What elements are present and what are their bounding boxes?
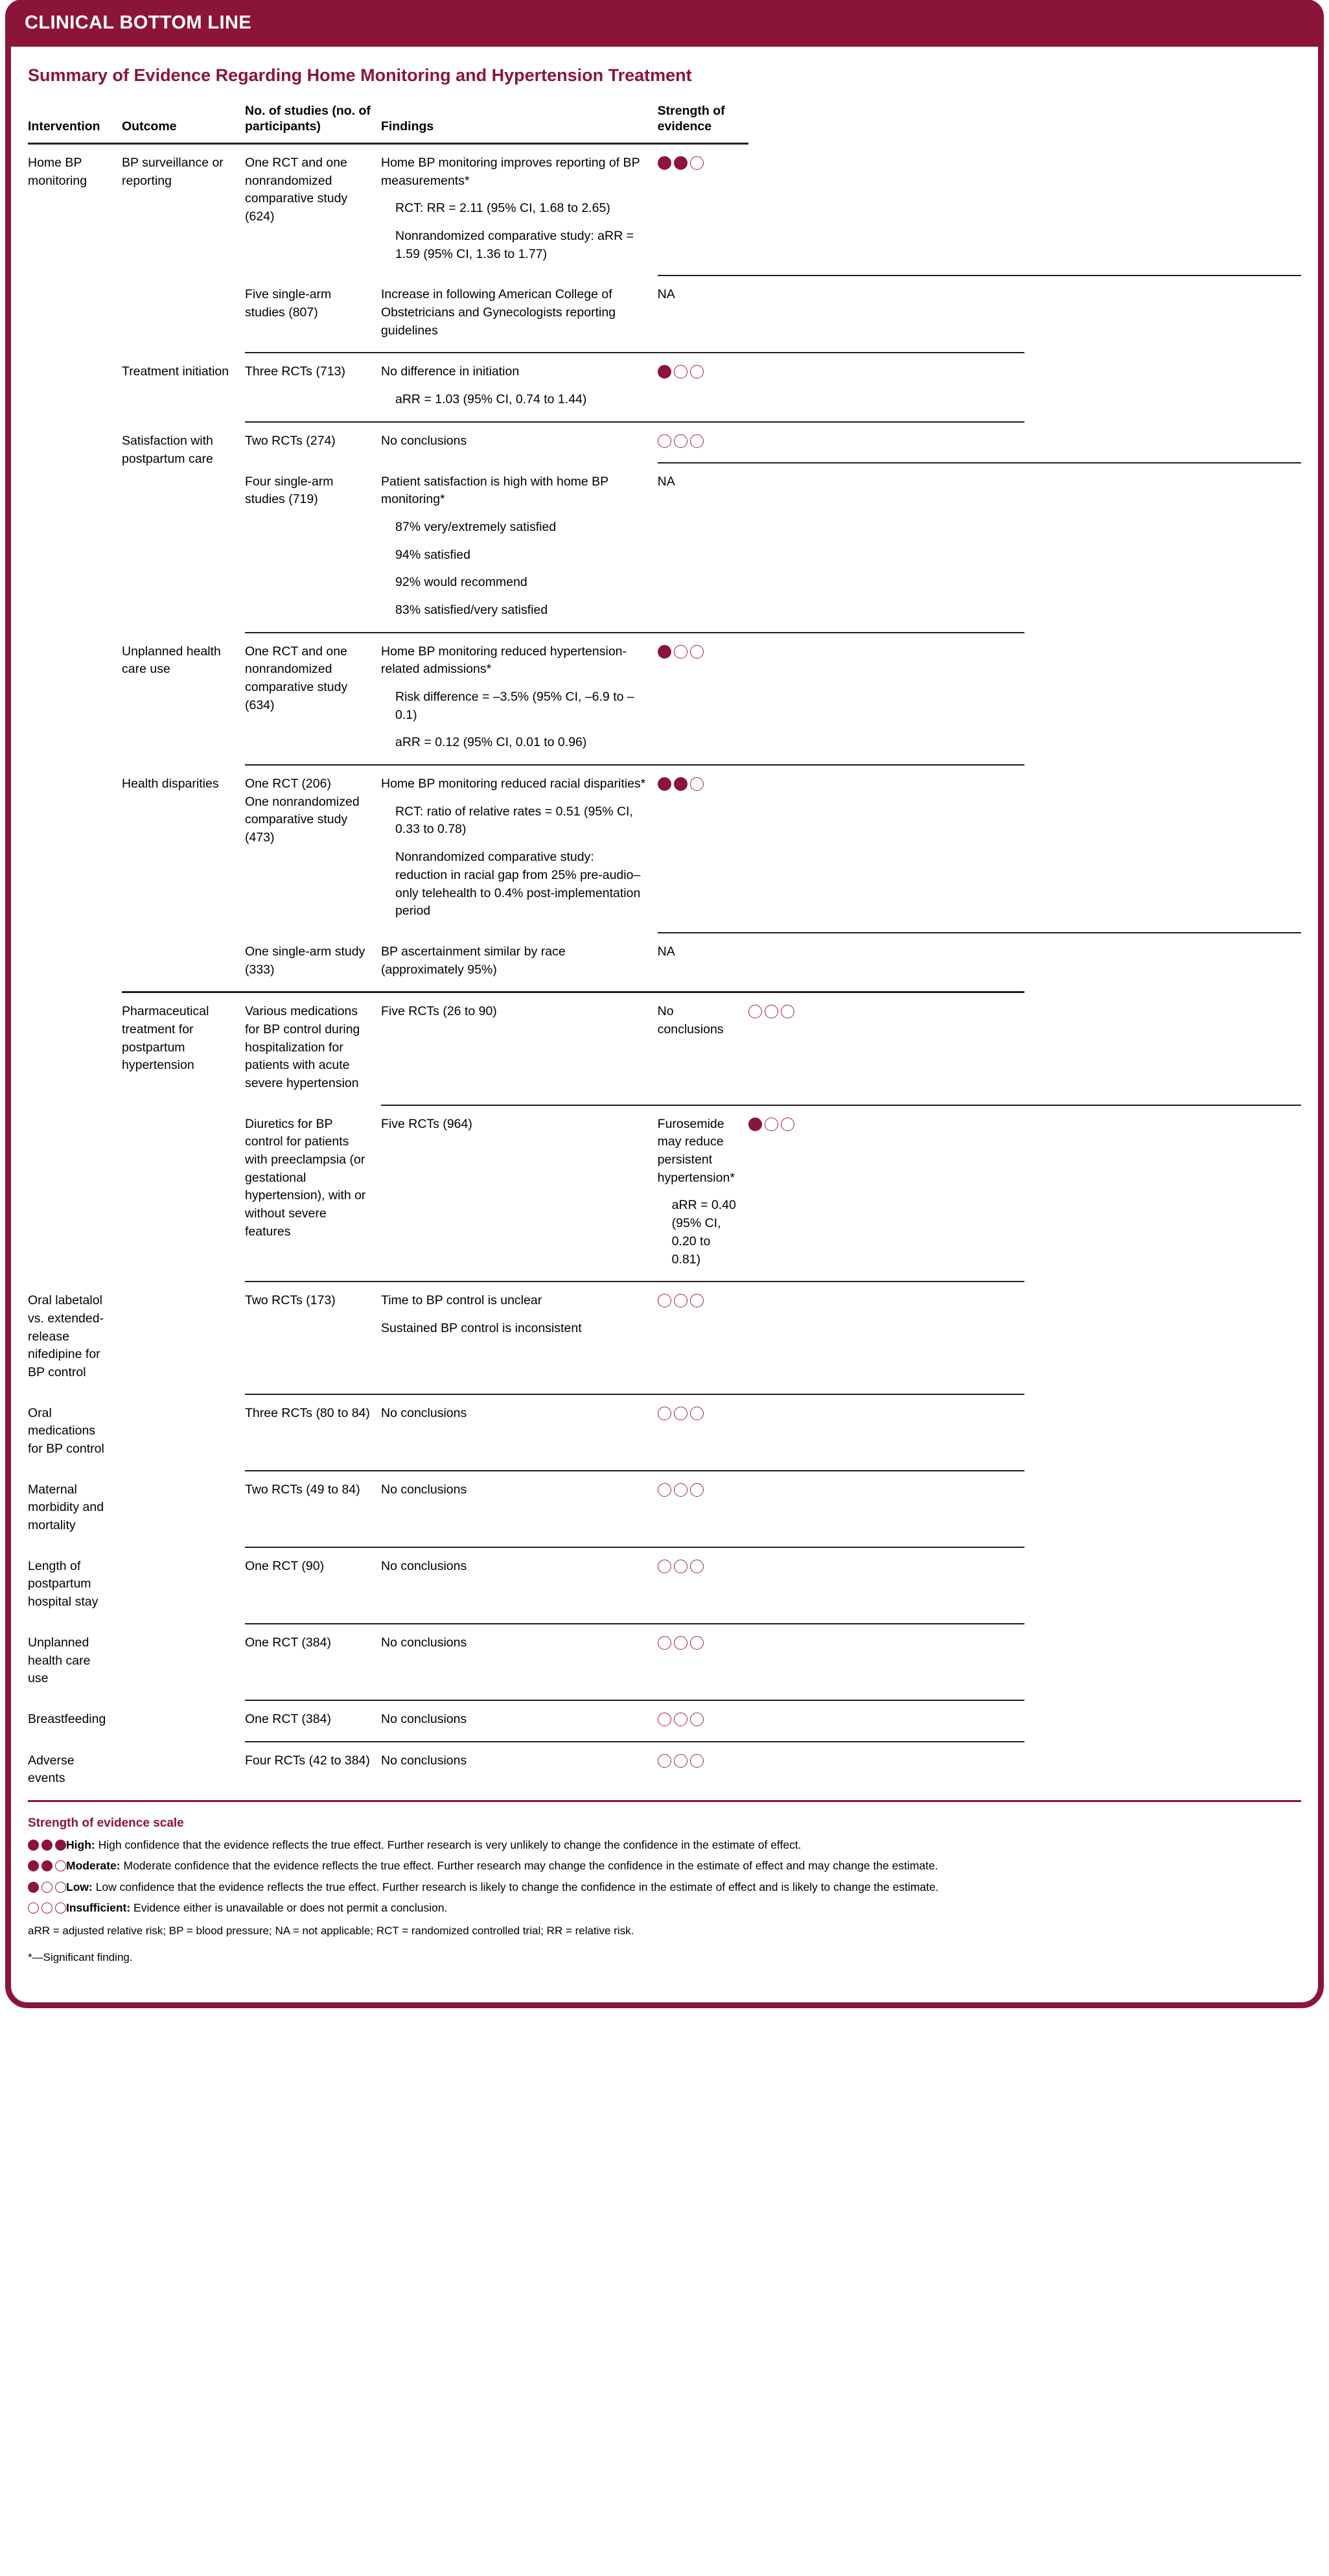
soe-dot-empty — [674, 1294, 688, 1307]
cell-outcome: Maternal morbidity and mortality — [28, 1482, 104, 1533]
soe-dot-empty — [658, 1713, 671, 1726]
soe-dot-empty — [41, 1882, 52, 1893]
cell-studies — [245, 766, 381, 933]
cell-outcome: Length of postpartum hospital stay — [28, 1558, 98, 1610]
finding-detail: 92% would recommend — [395, 575, 527, 590]
finding-main: Time to BP control is unclear — [381, 1293, 542, 1308]
soe-dot-empty — [658, 434, 671, 448]
soe-dot-empty — [658, 1407, 671, 1420]
strength-of-evidence-dots — [658, 1292, 748, 1307]
soe-dot-empty — [658, 1754, 671, 1768]
legend-item-text — [66, 1838, 802, 1853]
cell-outcome: Various medications for BP control during hospitalization for patients with acute severe hypertension — [245, 1004, 360, 1091]
cell-outcome: Treatment initiation — [122, 364, 229, 379]
cell-strength — [658, 1282, 748, 1394]
soe-dot-filled — [28, 1860, 39, 1871]
cell-studies — [245, 1471, 381, 1547]
strength-of-evidence-dots — [658, 1405, 748, 1420]
cell-studies — [245, 145, 381, 275]
legend-item-description: Low confidence that the evidence reflects the true effect. Further research is likely to change the confidence in the estimate of effect and is likely to change the estimate. — [92, 1880, 939, 1893]
cell-strength — [658, 1742, 748, 1800]
finding-main: Increase in following American College of Obstetricians and Gynecologists reporting guidelines — [381, 287, 616, 338]
studies-line: Two RCTs (173) — [245, 1293, 336, 1308]
soe-dot-empty — [781, 1118, 794, 1131]
soe-dot-empty — [690, 434, 704, 448]
strength-of-evidence-dots — [658, 1481, 748, 1497]
cell-studies — [245, 633, 381, 765]
cell-strength — [748, 993, 1025, 1105]
cell-strength — [658, 463, 748, 633]
cell-outcome: Oral labetalol vs. extended-release nifedipine for BP control — [28, 1293, 104, 1379]
finding-main: No conclusions — [381, 1482, 467, 1497]
studies-line: Five single-arm studies (807) — [245, 287, 332, 320]
legend-item-label: Moderate: — [66, 1859, 121, 1873]
table-body — [28, 145, 1301, 1800]
cell-outcome: Unplanned health care use — [28, 1635, 91, 1686]
cell-outcome: Adverse events — [28, 1753, 75, 1786]
legend-item-description: High confidence that the evidence reflects the true effect. Further research is very unlikely to change the confidence in the estimate of effect. — [95, 1838, 802, 1851]
cell-strength — [748, 1106, 1025, 1282]
strength-of-evidence-dots — [28, 1838, 66, 1851]
legend-item-label: Low: — [66, 1880, 93, 1893]
soe-dot-filled — [658, 777, 671, 791]
legend-item-description: Moderate confidence that the evidence reflects the true effect. Further research may change the confidence in the estimate of effect and may change the estimate. — [120, 1859, 938, 1873]
cell-studies — [381, 993, 658, 1105]
soe-dot-filled — [55, 1840, 66, 1851]
studies-line: One RCT (90) — [245, 1558, 325, 1573]
soe-dot-filled — [28, 1882, 39, 1893]
cell-studies — [245, 1282, 381, 1394]
cell-findings — [381, 1471, 658, 1547]
soe-dot-filled — [658, 645, 671, 659]
soe-dot-empty — [690, 1560, 704, 1573]
finding-main: No conclusions — [381, 1635, 467, 1650]
legend-item-text — [66, 1880, 939, 1895]
studies-line: Five RCTs (964) — [381, 1116, 472, 1131]
cell-findings — [381, 1742, 658, 1800]
soe-dot-empty — [748, 1005, 762, 1018]
soe-dot-filled — [674, 777, 688, 791]
cell-strength — [658, 1624, 748, 1700]
finding-detail: aRR = 0.12 (95% CI, 0.01 to 0.96) — [395, 735, 587, 750]
cell-strength — [658, 276, 748, 353]
finding-main: Home BP monitoring reduced hypertension-related admissions* — [381, 644, 627, 677]
soe-dot-empty — [658, 1294, 671, 1307]
abbreviations-note: aRR = adjusted relative risk; BP = blood pressure; NA = not applicable; RCT = randomized controlled trial; RR = relative risk. — [28, 1924, 634, 1937]
soe-na-label: NA — [657, 287, 675, 302]
col-header-intervention: Intervention — [28, 119, 100, 134]
soe-dot-filled — [748, 1118, 762, 1131]
studies-line: One nonrandomized comparative study (473) — [245, 794, 360, 845]
soe-dot-empty — [690, 1407, 704, 1420]
studies-line: Three RCTs (713) — [245, 364, 345, 379]
finding-main: Furosemide may reduce persistent hypertension* — [657, 1116, 735, 1185]
cell-studies — [245, 1624, 381, 1700]
col-header-findings: Findings — [381, 119, 434, 134]
page-title: Summary of Evidence Regarding Home Monitoring and Hypertension Treatment — [28, 65, 692, 85]
legend-item-label: High: — [66, 1838, 95, 1851]
studies-line: Five RCTs (26 to 90) — [381, 1004, 497, 1019]
cell-studies — [245, 353, 381, 421]
finding-main: Patient satisfaction is high with home BP monitoring* — [381, 474, 608, 507]
cell-findings — [381, 1395, 658, 1471]
finding-main: BP ascertainment similar by race (approximately 95%) — [381, 944, 566, 977]
finding-main: No conclusions — [381, 433, 467, 448]
cell-outcome: Health disparities — [122, 777, 219, 791]
studies-line: One RCT (206) — [245, 777, 331, 791]
significance-note: *—Significant finding. — [28, 1950, 133, 1963]
cell-strength — [658, 633, 748, 765]
soe-dot-empty — [674, 645, 688, 659]
table-row — [28, 993, 1301, 1105]
cell-intervention: Home BP monitoring — [28, 155, 87, 188]
finding-detail: RCT: RR = 2.11 (95% CI, 1.68 to 2.65) — [395, 201, 610, 216]
soe-dot-empty — [55, 1882, 66, 1893]
cell-outcome: Diuretics for BP control for patients with preeclampsia (or gestational hypertension), with or without severe features — [245, 1116, 366, 1239]
studies-line: Two RCTs (49 to 84) — [245, 1482, 360, 1497]
banner-title: CLINICAL BOTTOM LINE — [25, 12, 252, 33]
cell-findings — [381, 145, 658, 275]
soe-dot-empty — [674, 1560, 688, 1573]
legend-item-description: Evidence either is unavailable or does not permit a conclusion. — [130, 1901, 448, 1915]
finding-extra: Sustained BP control is inconsistent — [381, 1320, 582, 1335]
strength-of-evidence-dots — [658, 1752, 748, 1768]
finding-detail: RCT: ratio of relative rates = 0.51 (95% CI, 0.33 to 0.78) — [395, 804, 633, 837]
legend-item — [28, 1901, 1301, 1915]
cell-outcome: BP surveillance or reporting — [122, 155, 224, 188]
legend-item — [28, 1838, 1301, 1853]
studies-line: One RCT and one nonrandomized comparative study (624) — [245, 155, 348, 224]
strength-of-evidence-dots — [658, 1558, 748, 1573]
legend-item — [28, 1880, 1301, 1895]
cell-findings — [381, 933, 658, 992]
soe-dot-empty — [781, 1005, 794, 1018]
cell-strength — [658, 1471, 748, 1547]
legend-item-label: Insufficient: — [66, 1901, 131, 1915]
strength-of-evidence-dots — [28, 1901, 66, 1914]
cell-strength — [658, 1548, 748, 1624]
soe-dot-filled — [28, 1840, 39, 1851]
strength-of-evidence-dots — [28, 1858, 66, 1871]
soe-dot-empty — [658, 1560, 671, 1573]
cell-findings — [381, 276, 658, 353]
finding-main: No conclusions — [381, 1558, 467, 1573]
finding-main: Home BP monitoring reduced racial disparities* — [381, 777, 646, 791]
finding-main: Home BP monitoring improves reporting of BP measurements* — [381, 155, 640, 188]
table-head — [28, 104, 1301, 145]
col-header-studies: No. of studies (no. of participants) — [245, 104, 371, 134]
strength-of-evidence-dots — [658, 775, 748, 791]
studies-line: Four single-arm studies (719) — [245, 474, 334, 507]
legend-item-text — [66, 1858, 938, 1873]
soe-dot-empty — [674, 1636, 688, 1650]
cell-studies — [245, 423, 381, 463]
cell-outcome: Satisfaction with postpartum care — [122, 433, 213, 466]
cell-studies — [381, 1106, 658, 1282]
soe-dot-empty — [674, 1407, 688, 1420]
cell-intervention: Pharmaceutical treatment for postpartum hypertension — [122, 1004, 209, 1073]
soe-dot-empty — [690, 1294, 704, 1307]
strength-of-evidence-dots — [658, 154, 748, 170]
cell-strength — [658, 353, 748, 421]
soe-na-label: NA — [657, 944, 675, 959]
studies-line: One single-arm study (333) — [245, 944, 365, 977]
soe-dot-empty — [674, 434, 688, 448]
cell-findings — [381, 353, 658, 421]
finding-detail: 83% satisfied/very satisfied — [395, 602, 548, 617]
soe-dot-empty — [55, 1860, 66, 1871]
cell-strength — [658, 145, 748, 275]
cell-studies — [245, 1548, 381, 1624]
soe-dot-empty — [690, 777, 704, 791]
cell-outcome: Unplanned health care use — [122, 644, 221, 677]
cell-studies — [245, 276, 381, 353]
strength-of-evidence-legend — [28, 1802, 1301, 1976]
cell-findings — [381, 1701, 658, 1742]
studies-line: Three RCTs (80 to 84) — [245, 1405, 370, 1420]
finding-detail: aRR = 1.03 (95% CI, 0.74 to 1.44) — [395, 392, 587, 407]
finding-detail: Nonrandomized comparative study: reduction in racial gap from 25% pre-audio–only telehealth to 0.4% post-implementation period — [395, 850, 641, 919]
soe-dot-filled — [41, 1840, 52, 1851]
soe-dot-filled — [674, 156, 688, 170]
evidence-table — [28, 104, 1301, 1800]
finding-main: No conclusions — [381, 1753, 467, 1768]
col-header-outcome: Outcome — [122, 119, 177, 134]
table-row — [28, 353, 1301, 421]
soe-dot-empty — [674, 365, 688, 379]
col-header-strength: Strength of evidence — [657, 104, 725, 134]
soe-dot-empty — [658, 1636, 671, 1650]
cell-strength — [658, 423, 748, 463]
strength-of-evidence-dots — [748, 1116, 1025, 1131]
soe-dot-empty — [674, 1483, 688, 1497]
cell-findings — [381, 1548, 658, 1624]
table-row — [28, 766, 1301, 933]
table-row — [28, 145, 1301, 275]
soe-dot-empty — [28, 1903, 39, 1914]
soe-na-label: NA — [657, 474, 675, 489]
soe-dot-empty — [765, 1118, 778, 1131]
legend-title: Strength of evidence scale — [28, 1816, 184, 1830]
finding-main: No conclusions — [657, 1004, 724, 1036]
strength-of-evidence-dots — [658, 1634, 748, 1650]
cell-studies — [245, 933, 381, 992]
soe-dot-empty — [55, 1903, 66, 1914]
soe-dot-empty — [690, 1636, 704, 1650]
table-row — [28, 633, 1301, 765]
cell-studies — [245, 1395, 381, 1471]
studies-line: One RCT and one nonrandomized comparative study (634) — [245, 644, 348, 712]
studies-line: Four RCTs (42 to 384) — [245, 1753, 370, 1768]
finding-detail: 94% satisfied — [395, 547, 470, 562]
soe-dot-filled — [658, 156, 671, 170]
studies-line: One RCT (384) — [245, 1635, 331, 1650]
finding-main: No conclusions — [381, 1405, 467, 1420]
soe-dot-empty — [690, 1713, 704, 1726]
soe-dot-empty — [690, 1754, 704, 1768]
soe-dot-empty — [690, 1483, 704, 1497]
cell-studies — [245, 1701, 381, 1742]
finding-detail: aRR = 0.40 (95% CI, 0.20 to 0.81) — [671, 1198, 736, 1267]
soe-dot-empty — [658, 1483, 671, 1497]
cell-findings — [381, 766, 658, 933]
cell-strength — [658, 1701, 748, 1742]
cell-findings — [381, 423, 658, 463]
cell-outcome: Breastfeeding — [28, 1711, 106, 1726]
strength-of-evidence-dots — [658, 1711, 748, 1726]
cell-strength — [658, 933, 748, 992]
cell-findings — [381, 463, 658, 633]
cell-findings — [381, 1624, 658, 1700]
strength-of-evidence-dots — [28, 1880, 66, 1893]
cell-findings — [658, 1106, 748, 1282]
card-banner — [5, 0, 1324, 47]
strength-of-evidence-dots — [658, 643, 748, 659]
cell-studies — [245, 463, 381, 633]
cell-studies — [245, 1742, 381, 1800]
soe-dot-empty — [41, 1903, 52, 1914]
soe-dot-empty — [765, 1005, 778, 1018]
finding-main: No conclusions — [381, 1711, 467, 1726]
cell-findings — [381, 1282, 658, 1394]
strength-of-evidence-dots — [658, 363, 748, 379]
legend-item-text — [66, 1901, 447, 1915]
finding-detail: Nonrandomized comparative study: aRR = 1.59 (95% CI, 1.36 to 1.77) — [395, 229, 634, 261]
cell-strength — [658, 766, 748, 933]
soe-dot-empty — [690, 156, 704, 170]
soe-dot-empty — [674, 1713, 688, 1726]
soe-dot-filled — [658, 365, 671, 379]
cell-findings — [381, 633, 658, 765]
soe-dot-empty — [690, 645, 704, 659]
finding-detail: 87% very/extremely satisfied — [395, 519, 557, 534]
strength-of-evidence-dots — [658, 432, 748, 448]
soe-dot-empty — [674, 1754, 688, 1768]
strength-of-evidence-dots — [748, 1003, 1025, 1018]
legend-item — [28, 1858, 1301, 1873]
studies-line: One RCT (384) — [245, 1711, 331, 1726]
cell-strength — [658, 1395, 748, 1471]
table-row — [28, 423, 1301, 463]
finding-main: No difference in initiation — [381, 364, 520, 379]
soe-dot-filled — [41, 1860, 52, 1871]
cell-outcome: Oral medications for BP control — [28, 1405, 104, 1457]
cell-findings — [658, 993, 748, 1105]
finding-detail: Risk difference = –3.5% (95% CI, –6.9 to –0.1) — [395, 690, 634, 722]
studies-line: Two RCTs (274) — [245, 433, 336, 448]
soe-dot-empty — [690, 365, 704, 379]
